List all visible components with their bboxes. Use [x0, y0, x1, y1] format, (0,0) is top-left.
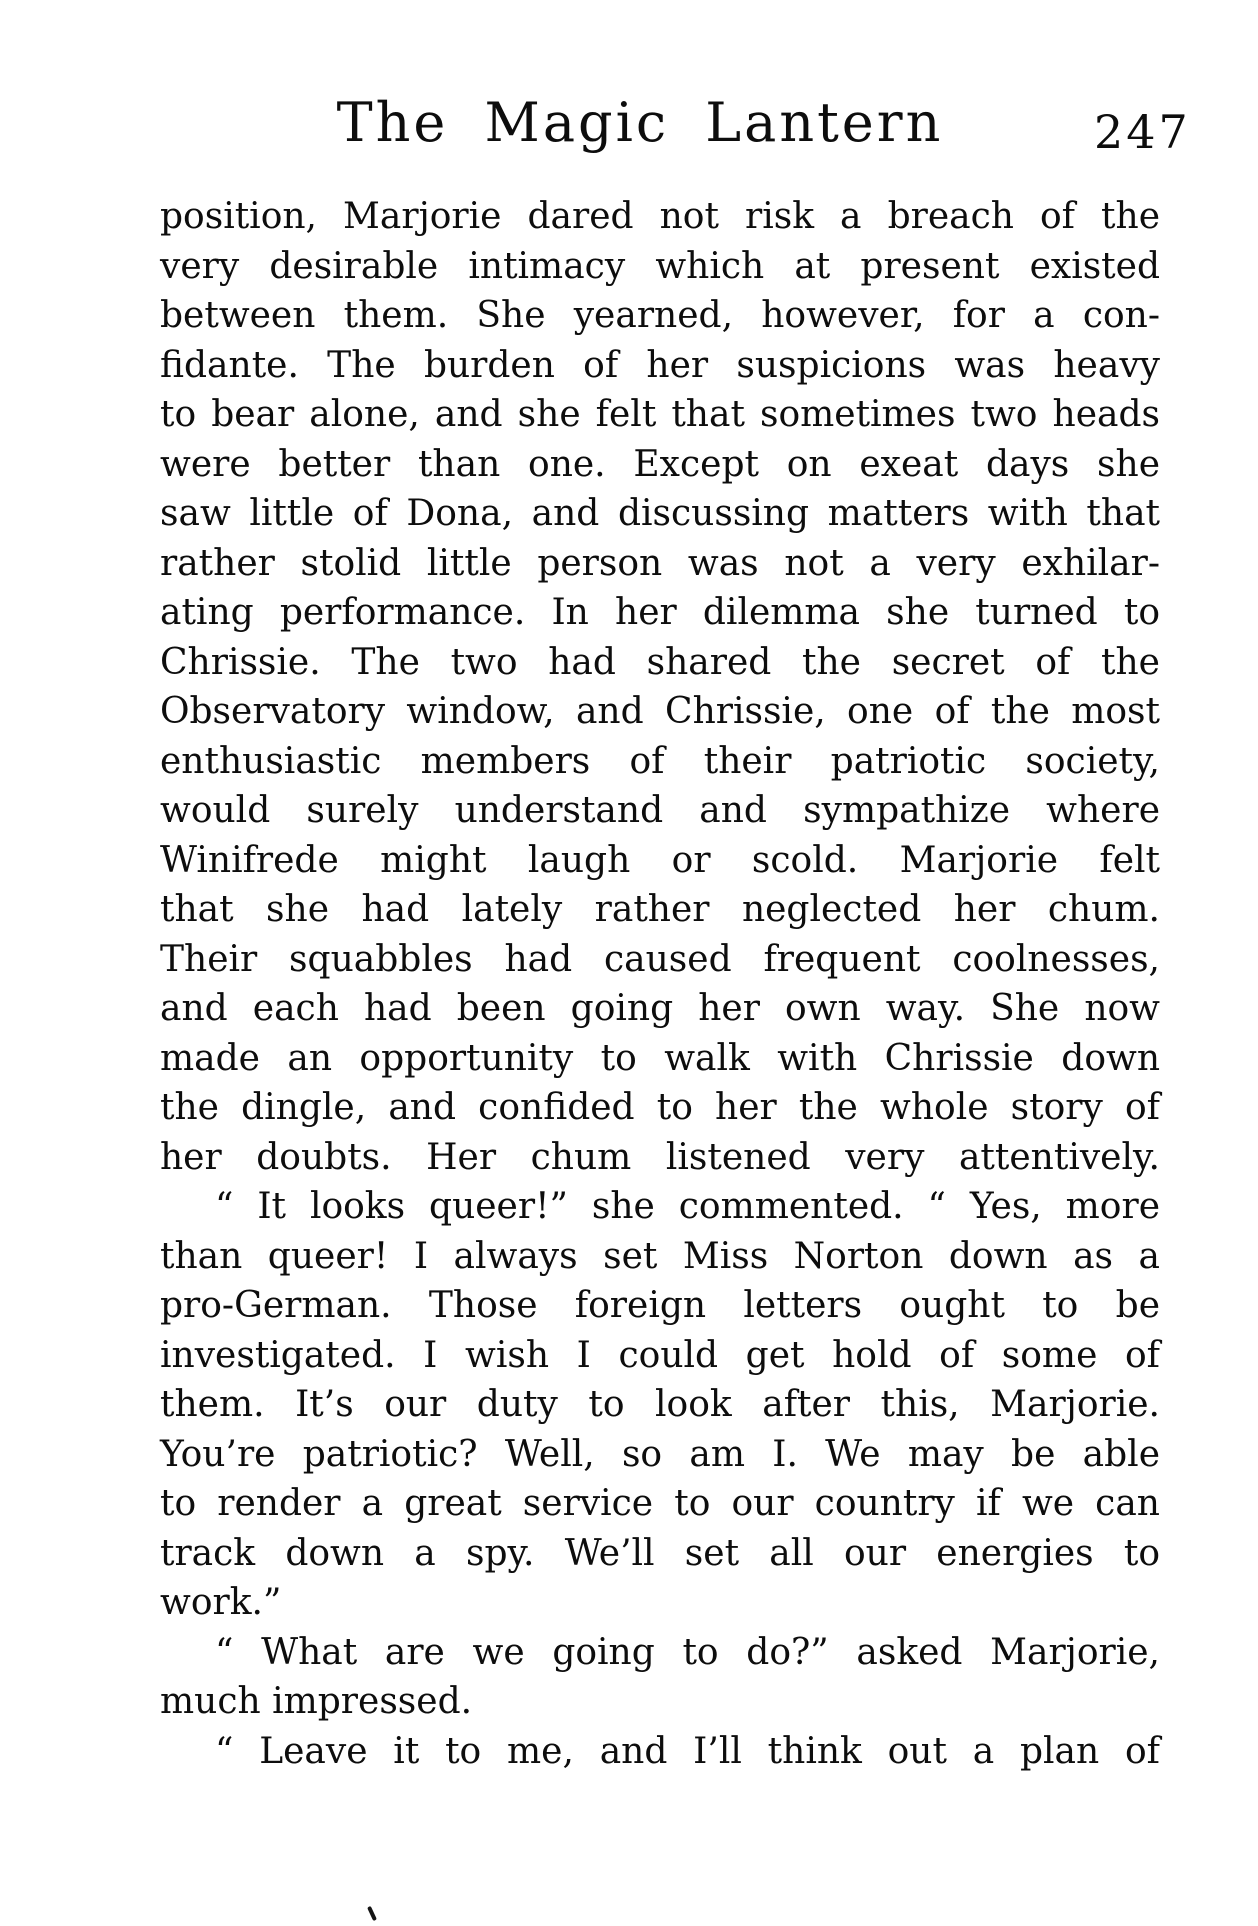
text-line: to render a great service to our country if we can: [160, 1483, 1160, 1524]
text-line: Winifrede might laugh or scold. Marjorie felt: [160, 839, 1160, 881]
text-line: pro-German. Those foreign letters ought to be: [160, 1285, 1160, 1326]
text-line: them. It’s our duty to look after this, Marjorie.: [160, 1384, 1160, 1425]
page-title: The Magic Lantern: [336, 91, 944, 154]
text-line: to bear alone, and she felt that sometimes two heads: [160, 394, 1160, 435]
text-line: rather stolid little person was not a very exhilar-: [160, 542, 1160, 584]
text-line: made an opportunity to walk with Chrissie down: [160, 1037, 1160, 1079]
text-line: between them. She yearned, however, for a con-: [160, 295, 1160, 336]
text-line: much impressed.: [160, 1681, 473, 1722]
text-line: Observatory window, and Chrissie, one of the most: [160, 691, 1160, 732]
text-line: than queer! I always set Miss Norton down as a: [160, 1235, 1160, 1277]
text-line: track down a spy. We’ll set all our energies to: [160, 1532, 1160, 1574]
text-line: “ What are we going to do?” asked Marjorie,: [215, 1631, 1160, 1673]
text-line: fidante. The burden of her suspicions was heavy: [160, 344, 1160, 386]
page-header: [0, 0, 1258, 180]
text-line: work.”: [160, 1582, 282, 1623]
text-line: the dingle, and confided to her the whole story of: [160, 1087, 1160, 1128]
text-line: Their squabbles had caused frequent coolnesses,: [160, 938, 1160, 980]
text-line: “ It looks queer!” she commented. “ Yes, more: [215, 1186, 1160, 1227]
text-line: very desirable intimacy which at present existed: [160, 245, 1160, 287]
text-line: would surely understand and sympathize where: [160, 790, 1160, 831]
body-text: [160, 192, 1160, 1776]
text-line: her doubts. Her chum listened very attentively.: [160, 1136, 1160, 1178]
page-number: 247: [1094, 105, 1191, 159]
text-line: ating performance. In her dilemma she turned to: [160, 592, 1160, 633]
text-line: Chrissie. The two had shared the secret of the: [160, 641, 1160, 683]
text-line: position, Marjorie dared not risk a breach of the: [160, 196, 1160, 237]
text-line: “ Leave it to me, and I’ll think out a plan of: [215, 1730, 1160, 1772]
text-line: were better than one. Except on exeat days she: [160, 443, 1160, 485]
text-line: investigated. I wish I could get hold of some of: [160, 1334, 1160, 1376]
ink-speck-mark: [367, 1906, 377, 1921]
text-line: that she had lately rather neglected her chum.: [160, 889, 1160, 930]
text-line: saw little of Dona, and discussing matters with that: [160, 493, 1160, 534]
text-line: You’re patriotic? Well, so am I. We may be able: [160, 1433, 1160, 1475]
text-line: and each had been going her own way. She now: [160, 988, 1160, 1029]
text-line: enthusiastic members of their patriotic society,: [160, 740, 1160, 782]
